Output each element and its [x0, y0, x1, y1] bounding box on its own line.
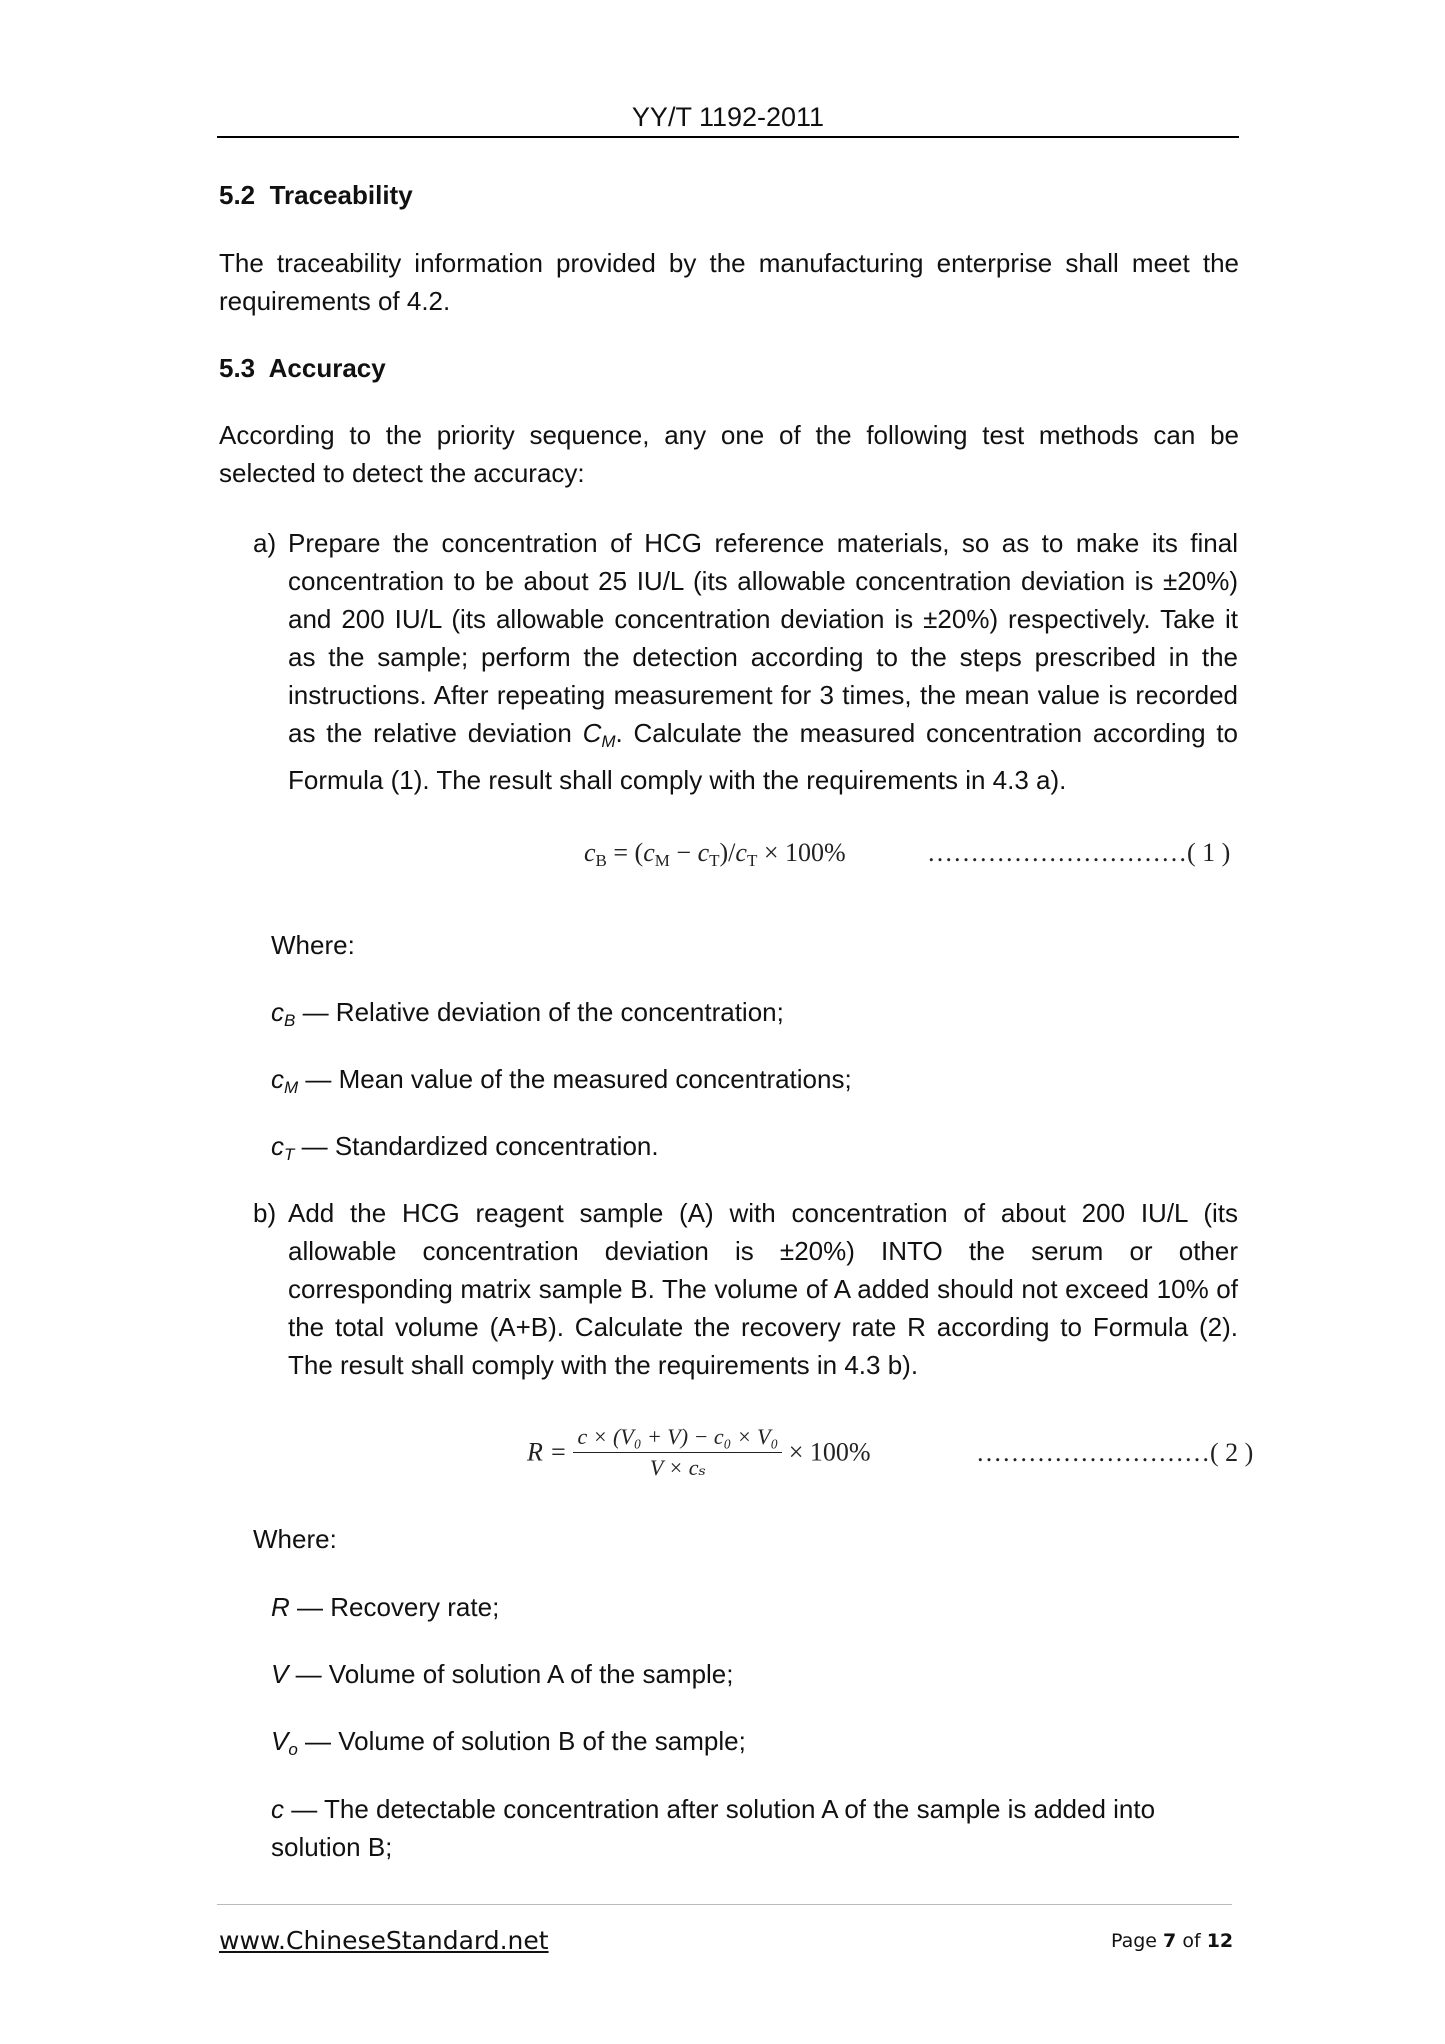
item-a-paragraph	[288, 524, 1238, 799]
definition-c: c — The detectable concentration after solution A of the sample is added into solution B;	[271, 1794, 1156, 1862]
formula-2-denominator: V × cₛ	[649, 1455, 706, 1480]
formula-2-number: ………………………( 2 )	[976, 1438, 1254, 1467]
definition-vo: $V_o$ — Volume of solution B of the sample;	[271, 1726, 746, 1759]
item-a-text-2: . Calculate the measured concentration according to Formula (1). The result shall comply with the requirements in 4.3 a).	[288, 718, 1238, 795]
item-a-text-1: Prepare the concentration of HCG reference materials, so as to make its final concentration to be about 25 IU/L (its allowable concentration deviation is ±20%) and 200 IU/L (its allowable concentration deviation is ±20%) respectively. Take it as the sample; perform the detection according to the steps prescribed in the instructions. After repeating measurement for 3 times, the mean value is recorded as the relative deviation	[288, 528, 1238, 748]
definition-v: V — Volume of solution A of the sample;	[271, 1659, 734, 1689]
item-b-paragraph: Add the HCG reagent sample (A) with concentration of about 200 IU/L (its allowable concentration deviation is ±20%) INTO the serum or other corresponding matrix sample B. The volume of A added should not exceed 10% of the total volume (A+B). Calculate the recovery rate R according to Formula (2). The result shall comply with the requirements in 4.3 b).	[288, 1198, 1238, 1380]
document-id-header: YY/T 1192-2011	[631, 102, 825, 132]
section-5-3-heading: 5.3 Accuracy	[219, 353, 386, 383]
section-5-2-body: The traceability information provided by the manufacturing enterprise shall meet the requirements of 4.2.	[219, 248, 1239, 316]
item-a-label: a)	[253, 528, 277, 558]
definition-cm: $c_M$ — Mean value of the measured concentrations;	[271, 1064, 852, 1097]
item-b-label: b)	[253, 1198, 277, 1228]
item-a-var-symbol: $C_M$	[582, 718, 616, 751]
definition-r: R — Recovery rate;	[271, 1592, 500, 1622]
formula-2-fraction	[573, 1424, 782, 1481]
formula-2-numerator: c × (V₀ + V) − c₀ × V₀	[573, 1424, 782, 1453]
item-b-where-label: Where:	[253, 1524, 337, 1554]
formula-1-number: …………………………( 1 )	[927, 838, 1231, 867]
footer-page-number: Page 7 of 12	[1111, 1930, 1234, 1952]
formula-2: R = $\frac{\text{c × (V₀ + V) − c₀ × V₀}}{\text{V × cₛ}}$ × 100%	[527, 1424, 871, 1480]
section-5-2-heading: 5.2 Traceability	[219, 180, 413, 210]
header-divider	[217, 136, 1239, 138]
footer-site-link[interactable]: www.ChineseStandard.net	[219, 1926, 549, 1955]
definition-ct: $c_T$ — Standardized concentration.	[271, 1131, 659, 1164]
section-5-3-intro: According to the priority sequence, any one of the following test methods can be selected to detect the accuracy:	[219, 420, 1239, 488]
item-a-where-label: Where:	[271, 930, 355, 960]
formula-1: $c_B = (c_M - c_T)/c_T \times 100\%$	[584, 838, 846, 870]
footer-divider	[217, 1904, 1232, 1905]
definition-cb: $c_B$ — Relative deviation of the concentration;	[271, 997, 784, 1030]
